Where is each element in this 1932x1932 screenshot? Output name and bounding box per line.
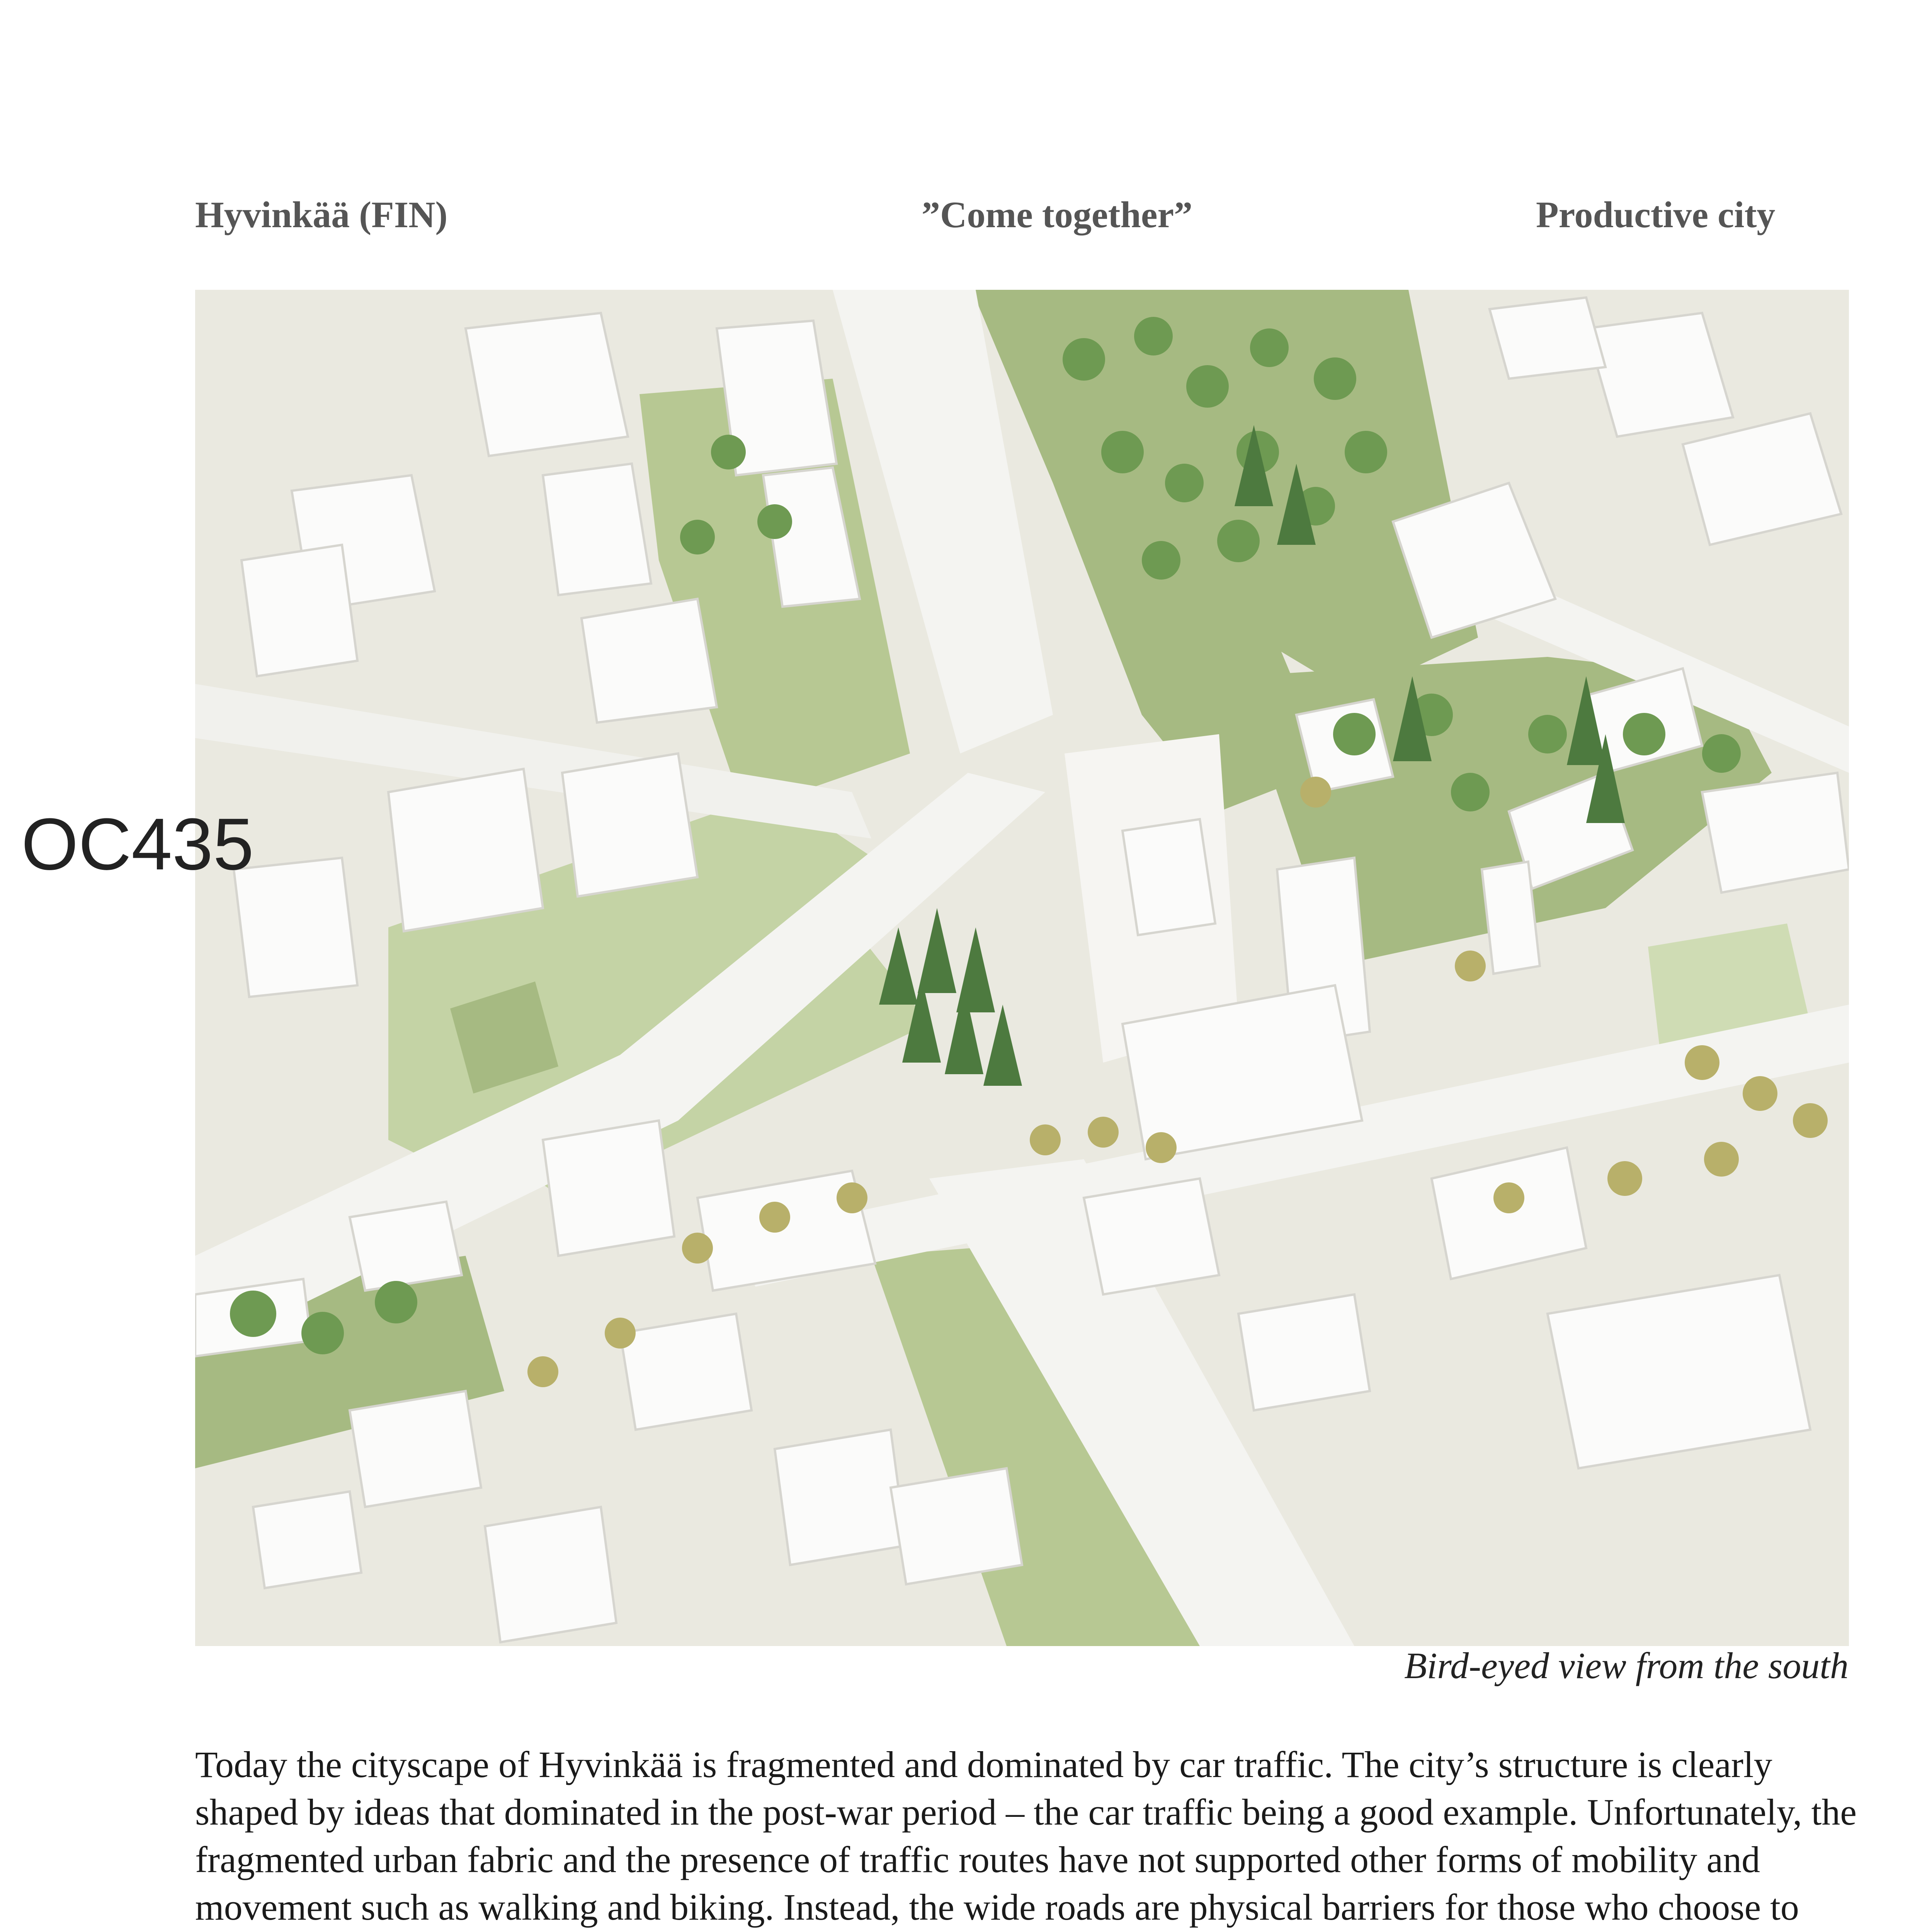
- header-location: Hyvinkää (FIN): [195, 194, 448, 235]
- site-plan-image: [195, 290, 1849, 1646]
- entry-code: OC435: [21, 803, 254, 885]
- header-project-title: ”Come together”: [922, 194, 1193, 235]
- figure-caption: Bird-eyed view from the south: [1404, 1645, 1849, 1686]
- header-theme: Productive city: [1536, 194, 1776, 235]
- site-plan-figure: [195, 290, 1849, 1646]
- body-paragraph-1: Today the cityscape of Hyvinkää is fragmented and dominated by car traffic. The city’s structure is clearly shaped by ideas that dominated in the post-war period – the car traffic being a good example. Unfortunately, the fragmented urban fabric and the presence of traffic routes have not supported other forms of mobility and movement such as walking and biking. Instead, the wide roads are physical barriers for those who choose to: [195, 1744, 1857, 1928]
